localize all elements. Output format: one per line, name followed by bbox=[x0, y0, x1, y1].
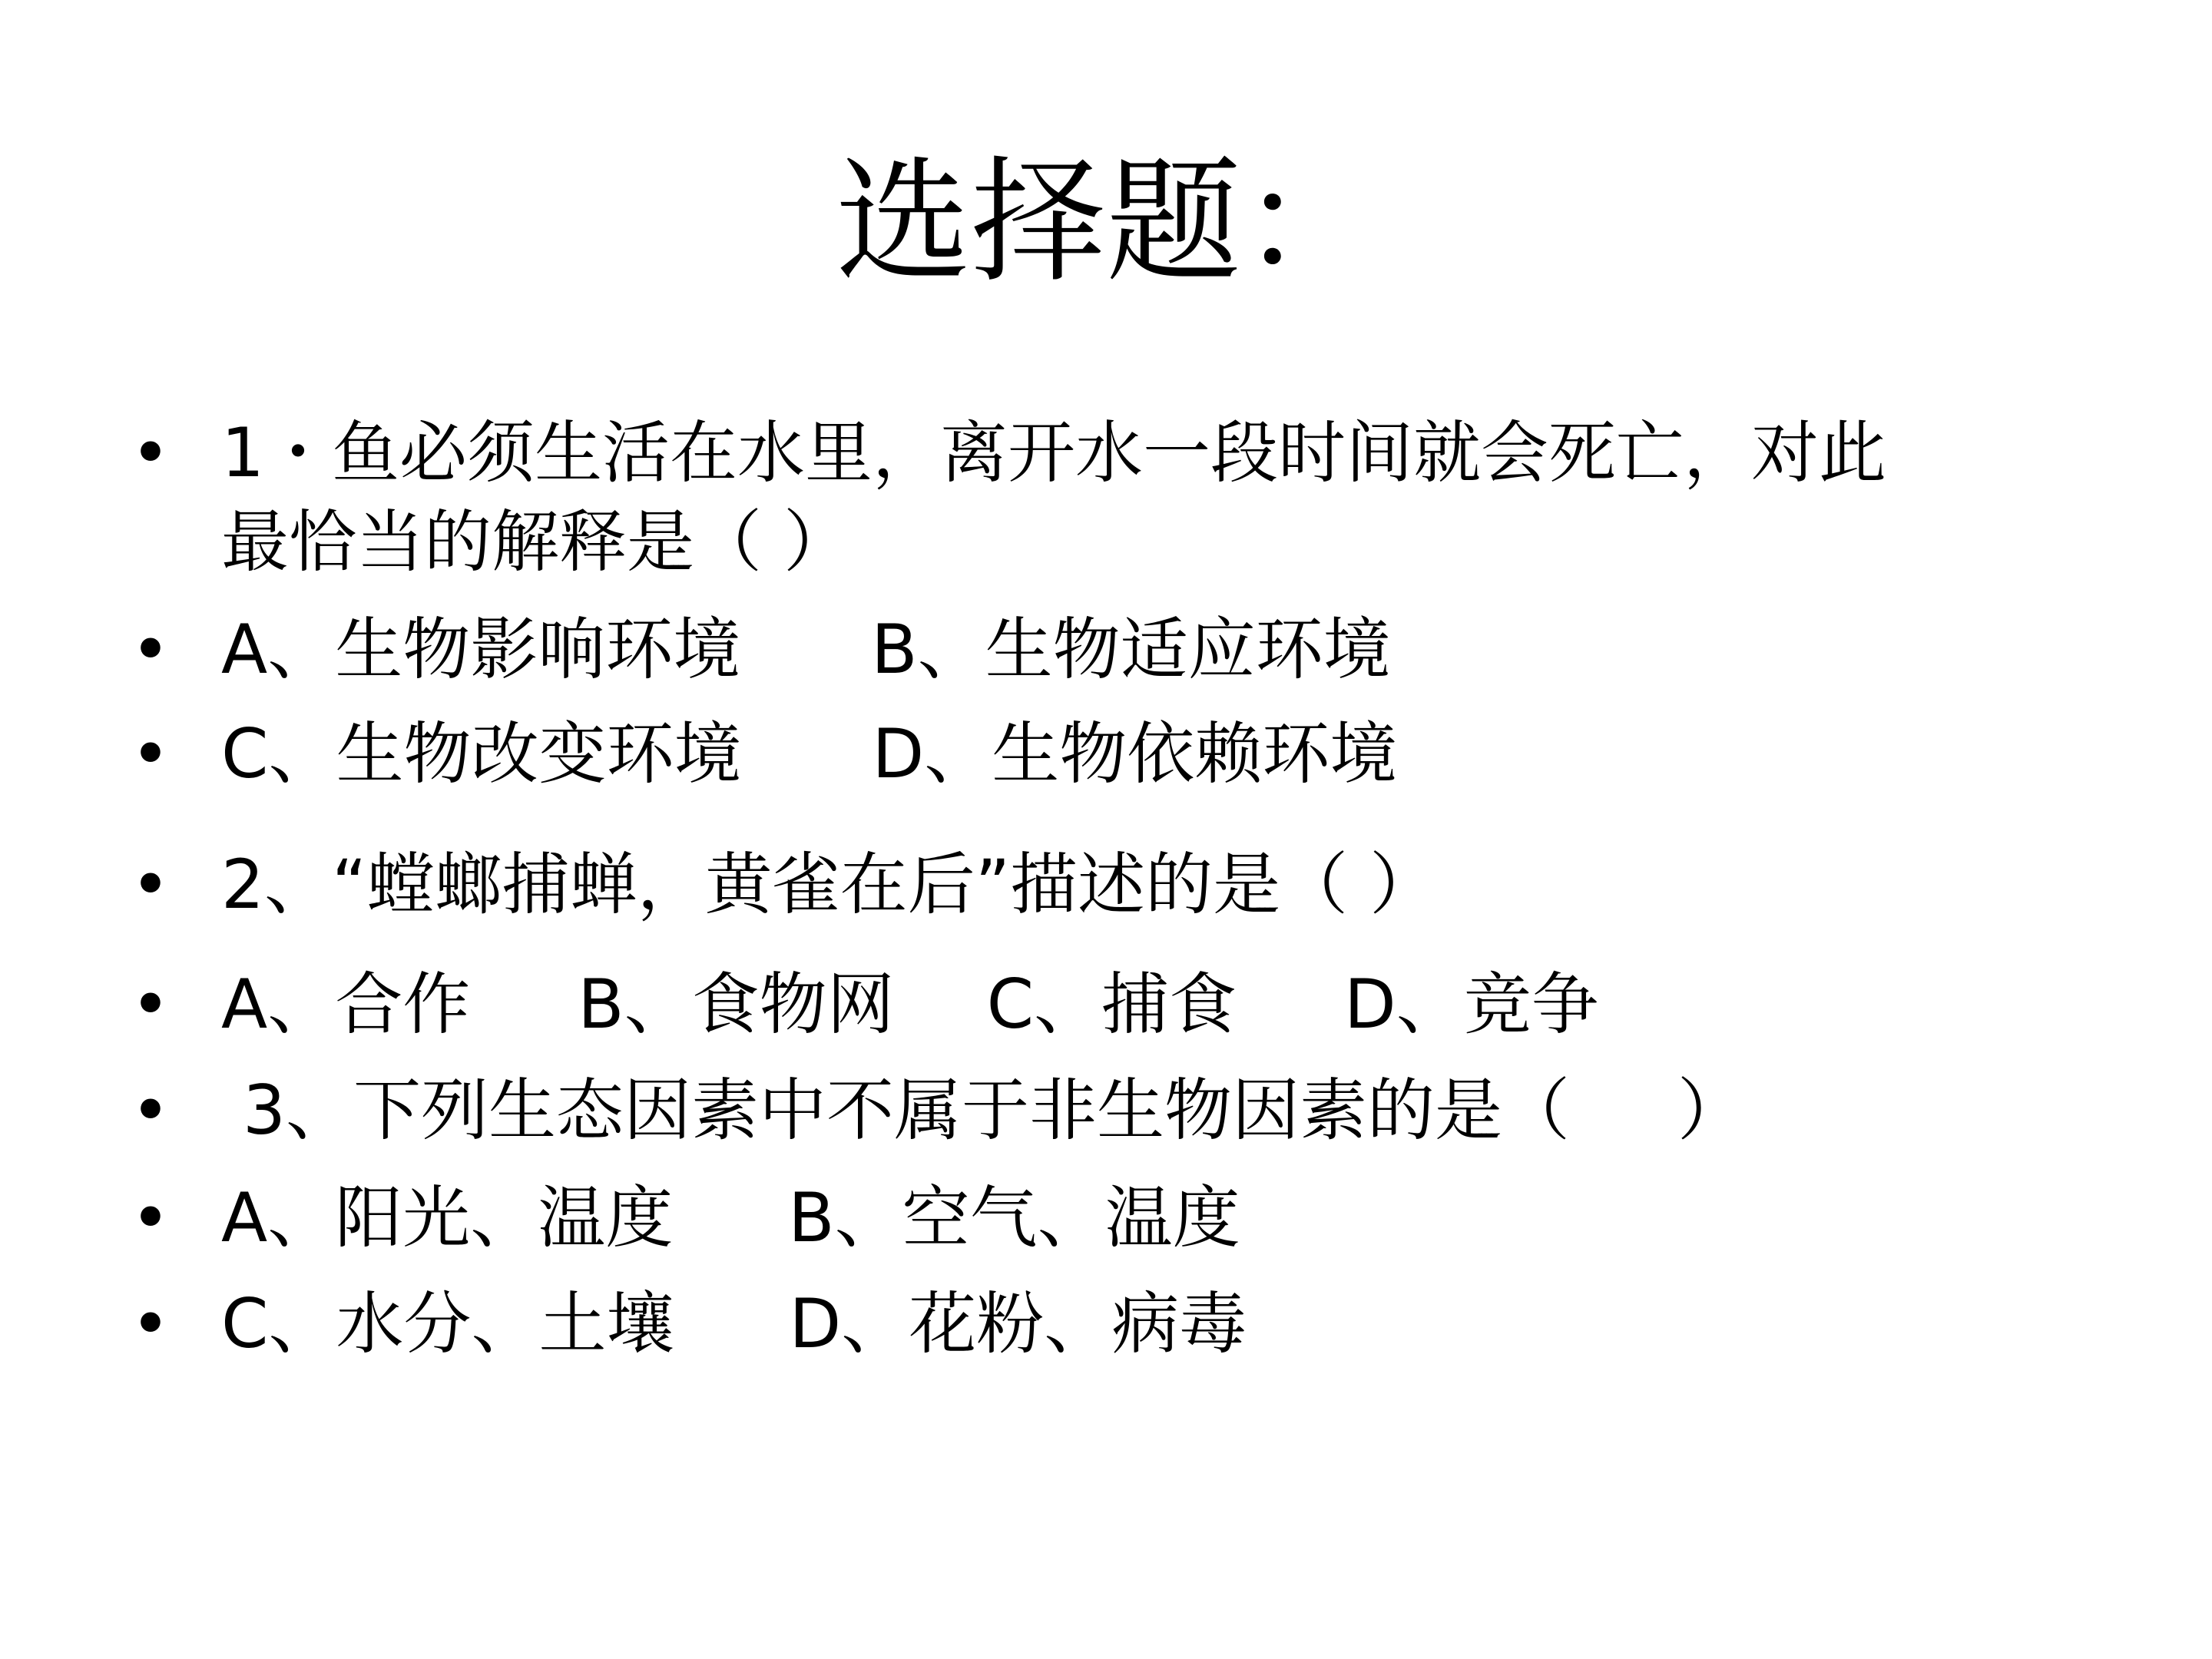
bullet-icon: • bbox=[131, 714, 171, 793]
question-1 bbox=[131, 409, 2097, 587]
bullet-icon: • bbox=[131, 1071, 171, 1150]
bullet-icon: • bbox=[131, 1178, 171, 1257]
slide-title: 选择题： bbox=[835, 144, 1376, 301]
q1-option-b: B、生物适应环境 bbox=[871, 610, 1391, 689]
question-1-options-row-2 bbox=[131, 710, 2097, 799]
question-3-options-row-2 bbox=[131, 1280, 2097, 1369]
q3-option-a: A、阳光、温度 bbox=[221, 1178, 674, 1257]
q3-option-b: B、空气、温度 bbox=[788, 1178, 1240, 1257]
question-2-text: 2、“螳螂捕蝉，黄雀在后”描述的是（ ） bbox=[221, 845, 1438, 924]
bullet-icon: • bbox=[131, 845, 171, 924]
question-3 bbox=[131, 1066, 2097, 1155]
bullet-icon: • bbox=[131, 610, 171, 689]
q2-option-b: B、食物网 bbox=[578, 965, 895, 1044]
bullet-icon: • bbox=[131, 1284, 171, 1363]
q2-option-a: A、合作 bbox=[221, 965, 471, 1044]
bullet-icon: • bbox=[131, 965, 171, 1044]
question-1-options-row-1 bbox=[131, 605, 2097, 694]
bullet-icon: • bbox=[131, 413, 171, 492]
q3-option-d: D、花粉、病毒 bbox=[789, 1284, 1247, 1363]
q1-option-c: C、生物改变环境 bbox=[221, 714, 742, 793]
question-2 bbox=[131, 840, 2097, 929]
question-2-options bbox=[131, 960, 2097, 1049]
question-3-text: 3、下列生态因素中不属于非生物因素的是（ ） bbox=[221, 1071, 1745, 1150]
q1-option-d: D、生物依赖环境 bbox=[872, 714, 1398, 793]
question-1-line-1: 1・鱼必须生活在水里，离开水一段时间就会死亡，对此 bbox=[221, 413, 1886, 492]
q2-option-d: D、竞争 bbox=[1344, 965, 1599, 1044]
question-3-options-row-1 bbox=[131, 1174, 2097, 1263]
q3-option-c: C、水分、土壤 bbox=[221, 1284, 674, 1363]
question-1-line-2: 最恰当的解释是（ ） bbox=[221, 502, 851, 581]
q1-option-a: A、生物影响环境 bbox=[221, 610, 741, 689]
q2-option-c: C、捕食 bbox=[986, 965, 1237, 1044]
